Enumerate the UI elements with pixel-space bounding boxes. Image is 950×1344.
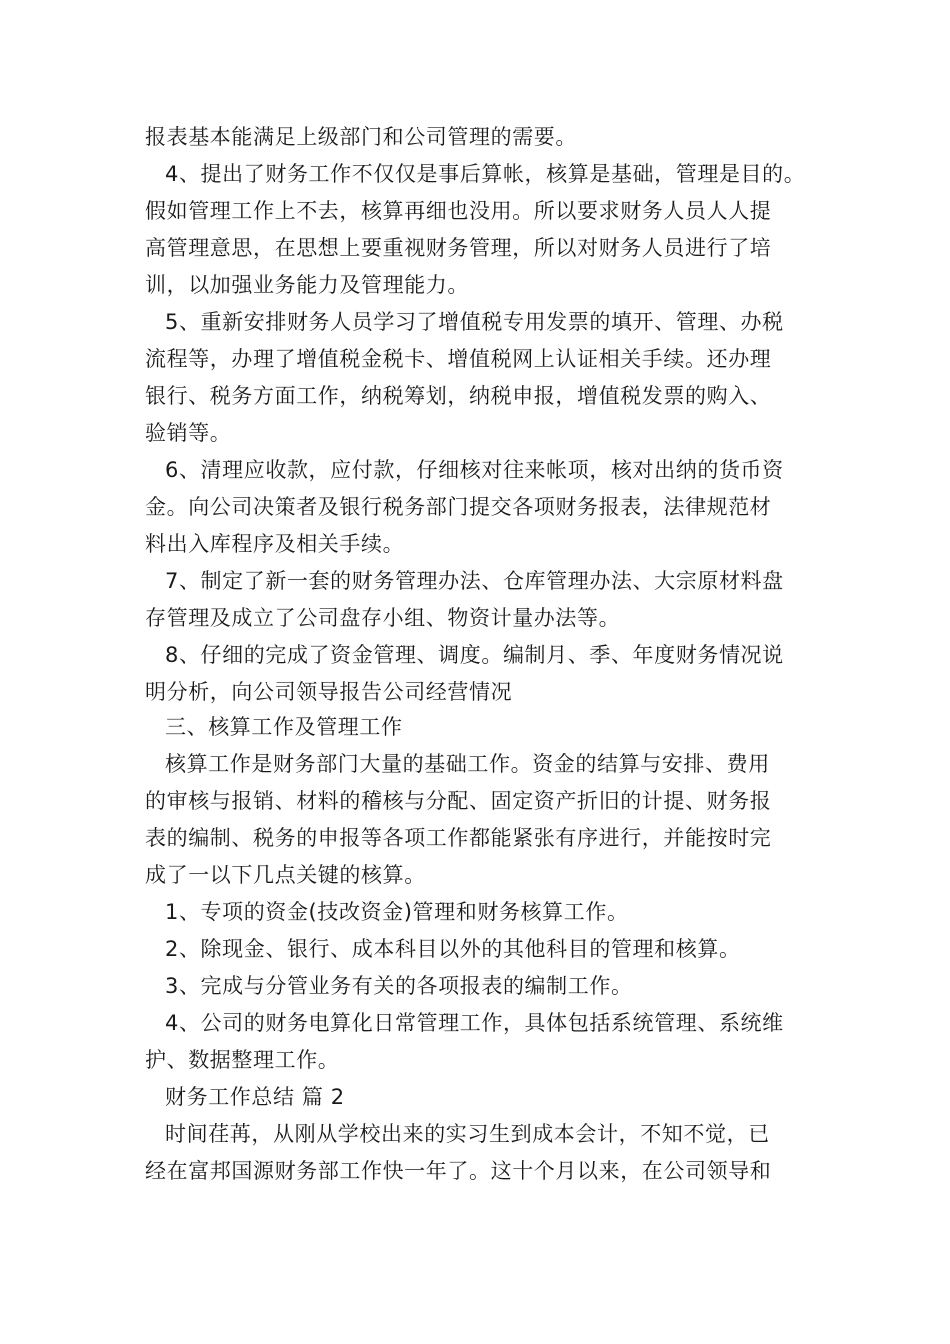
section-heading: 三、核算工作及管理工作 [165, 715, 403, 739]
text-line: 高管理意思，在思想上要重视财务管理，所以对财务人员进行了培 [145, 236, 772, 260]
text-line: 的审核与报销、材料的稽核与分配、固定资产折旧的计提、财务报 [145, 789, 772, 813]
text-line: 4、公司的财务电算化日常管理工作，具体包括系统管理、系统维 [165, 1011, 784, 1035]
text-line: 护、数据整理工作。 [145, 1048, 340, 1072]
text-line: 训，以加强业务能力及管理能力。 [145, 273, 469, 297]
text-line: 料出入库程序及相关手续。 [145, 532, 405, 556]
text-line: 3、完成与分管业务有关的各项报表的编制工作。 [165, 974, 633, 998]
text-line: 2、除现金、银行、成本科目以外的其他科目的管理和核算。 [165, 937, 741, 961]
text-line: 6、清理应收款，应付款，仔细核对往来帐项，核对出纳的货币资 [165, 458, 784, 482]
text-line: 成了一以下几点关键的核算。 [145, 863, 426, 887]
text-line: 核算工作是财务部门大量的基础工作。资金的结算与安排、费用 [165, 752, 770, 776]
text-line: 银行、税务方面工作，纳税筹划，纳税申报，增值税发票的购入、 [145, 384, 772, 408]
text-line: 时间荏苒，从刚从学校出来的实习生到成本会计，不知不觉，已 [165, 1122, 770, 1146]
text-line: 经在富邦国源财务部工作快一年了。这十个月以来，在公司领导和 [145, 1159, 772, 1183]
text-line: 金。向公司决策者及银行税务部门提交各项财务报表，法律规范材 [145, 495, 772, 519]
text-line: 5、重新安排财务人员学习了增值税专用发票的填开、管理、办税 [165, 310, 784, 334]
text-line: 假如管理工作上不去，核算再细也没用。所以要求财务人员人人提 [145, 199, 772, 223]
text-line: 8、仔细的完成了资金管理、调度。编制月、季、年度财务情况说 [165, 643, 784, 667]
text-line: 7、制定了新一套的财务管理办法、仓库管理办法、大宗原材料盘 [165, 569, 784, 593]
text-line: 1、专项的资金(技改资金)管理和财务核算工作。 [165, 900, 629, 924]
text-line: 表的编制、税务的申报等各项工作都能紧张有序进行，并能按时完 [145, 826, 772, 850]
text-line: 报表基本能满足上级部门和公司管理的需要。 [145, 125, 577, 149]
text-line: 验销等。 [145, 421, 232, 445]
text-line: 明分析，向公司领导报告公司经营情况 [145, 680, 513, 704]
section-heading: 财务工作总结 篇 2 [165, 1085, 345, 1109]
text-line: 存管理及成立了公司盘存小组、物资计量办法等。 [145, 606, 621, 630]
text-line: 4、提出了财务工作不仅仅是事后算帐，核算是基础，管理是目的。 [165, 162, 806, 186]
text-line: 流程等，办理了增值税金税卡、增值税网上认证相关手续。还办理 [145, 347, 772, 371]
